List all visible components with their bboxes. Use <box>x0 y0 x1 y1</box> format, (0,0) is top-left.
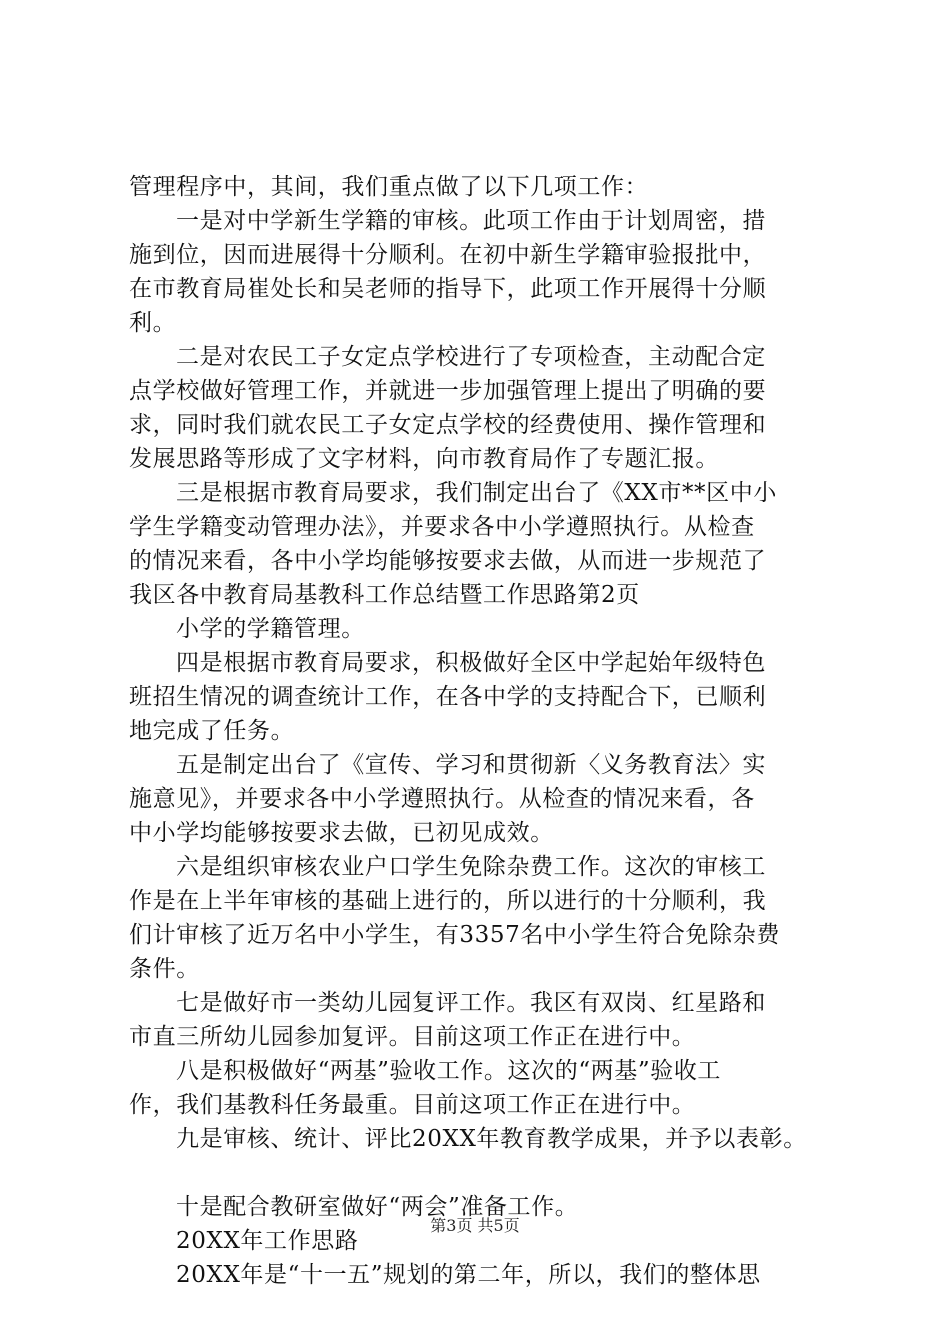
text-line: 我区各中教育局基教科工作总结暨工作思路第2页 <box>129 582 640 608</box>
text-line: 四是根据市教育局要求，积极做好全区中学起始年级特色 <box>176 650 766 676</box>
text-line: 管理程序中，其间，我们重点做了以下几项工作： <box>129 174 649 200</box>
text-line: 们计审核了近万名中小学生，有3357名中小学生符合免除杂费 <box>129 922 780 948</box>
text-line: 的情况来看，各中小学均能够按要求去做，从而进一步规范了 <box>129 548 767 574</box>
text-line: 施到位，因而进展得十分顺利。在初中新生学籍审验报批中， <box>129 242 767 268</box>
text-line: 二是对农民工子女定点学校进行了专项检查，主动配合定 <box>176 344 766 370</box>
text-line: 五是制定出台了《宣传、学习和贯彻新〈义务教育法〉实 <box>176 752 766 778</box>
text-line: 八是积极做好“两基”验收工作。这次的“两基”验收工 <box>176 1058 722 1084</box>
text-line: 六是组织审核农业户口学生免除杂费工作。这次的审核工 <box>176 854 766 880</box>
text-line: 中小学均能够按要求去做，已初见成效。 <box>129 820 554 846</box>
text-line: 20XX年是“十一五”规划的第二年，所以，我们的整体思 <box>176 1262 761 1288</box>
text-line: 施意见》，并要求各中小学遵照执行。从检查的情况来看，各 <box>129 786 755 812</box>
text-line: 在市教育局崔处长和吴老师的指导下，此项工作开展得十分顺 <box>129 276 767 302</box>
text-line: 学生学籍变动管理办法》，并要求各中小学遵照执行。从检查 <box>129 514 755 540</box>
text-line <box>129 1156 839 1190</box>
text-line: 七是做好市一类幼儿园复评工作。我区有双岗、红星路和 <box>176 990 766 1016</box>
text-line: 小学的学籍管理。 <box>176 616 365 642</box>
text-line: 发展思路等形成了文字材料，向市教育局作了专题汇报。 <box>129 446 719 472</box>
text-line: 条件。 <box>129 956 200 982</box>
text-line: 利。 <box>129 310 177 336</box>
text-line: 求，同时我们就农民工子女定点学校的经费使用、操作管理和 <box>129 412 767 438</box>
text-line: 地完成了任务。 <box>129 718 295 744</box>
text-line: 十是配合教研室做好“两会”准备工作。 <box>176 1194 579 1220</box>
text-line: 市直三所幼儿园参加复评。目前这项工作正在进行中。 <box>129 1024 696 1050</box>
page-footer: 第3页 共5页 <box>430 1216 520 1235</box>
text-line: 九是审核、统计、评比20XX年教育教学成果，并予以表彰。 <box>176 1126 807 1152</box>
text-line: 20XX年工作思路 <box>176 1228 359 1254</box>
text-line: 一是对中学新生学籍的审核。此项工作由于计划周密，措 <box>176 208 766 234</box>
text-line: 作是在上半年审核的基础上进行的，所以进行的十分顺利，我 <box>129 888 767 914</box>
text-line: 作，我们基教科任务最重。目前这项工作正在进行中。 <box>129 1092 696 1118</box>
text-line: 点学校做好管理工作，并就进一步加强管理上提出了明确的要 <box>129 378 767 404</box>
text-line: 班招生情况的调查统计工作，在各中学的支持配合下，已顺利 <box>129 684 767 710</box>
document-body <box>129 170 839 1292</box>
text-line: 三是根据市教育局要求，我们制定出台了《XX市**区中小 <box>176 480 777 506</box>
